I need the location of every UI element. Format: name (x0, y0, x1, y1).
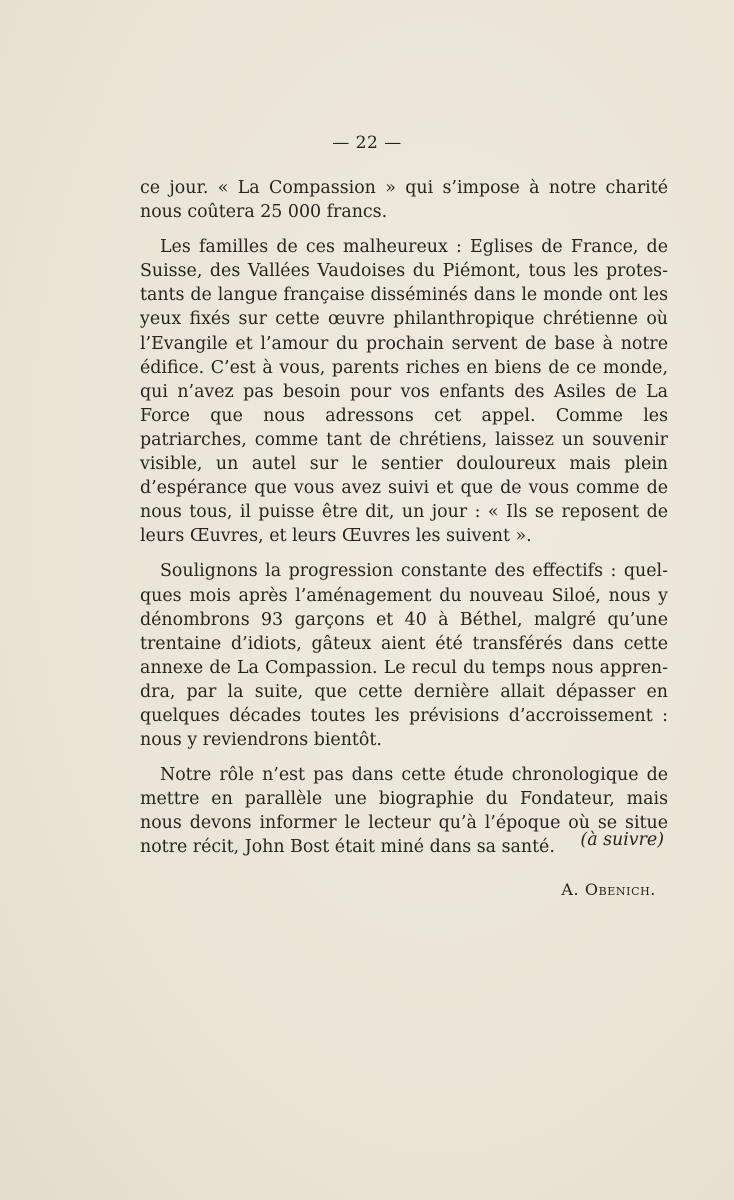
paragraph: Soulignons la progression constante des effectifs : quelques mois après l’aménagement du nouveau Siloé, nous y dénombrons 93 garçons et 40 à Béthel, malgré qu’une trentaine d’idiots, gâteux aient été transférés dans cette annexe de La Compassion. Le recul du temps nous apprendra, par la suite, que cette dernière allait dépasser en quelques décades toutes les prévisions d’accroissement : nous y reviendrons bientôt. (140, 561, 668, 751)
page-number: — 22 — (332, 133, 402, 153)
author-signature (561, 880, 656, 899)
author-initial: A. (561, 880, 580, 899)
article-body (140, 176, 668, 871)
paragraph: ce jour. « La Compassion » qui s’impose à notre charité nous coûtera 25 000 francs. (140, 178, 668, 223)
paragraph: Notre rôle n’est pas dans cette étude chronologique de mettre en parallèle une biographie du Fondateur, mais nous devons informer le lecteur qu’à l’époque où se situe notre récit, John Bost était miné dans sa santé. (140, 765, 668, 858)
author-surname: Obenich. (584, 880, 656, 899)
continuation-note: (à suivre) (580, 830, 664, 850)
paragraph: Les familles de ces malheureux : Eglises de France, de Suisse, des Vallées Vaudoises du Piémont, tous les protestants de langue française disséminés dans le monde ont les yeux fixés sur cette œuvre philanthropique chrétienne où l’Evangile et l’amour du prochain servent de base à notre édifice. C’est à vous, parents riches en biens de ce monde, qui n’avez pas besoin pour vos enfants des Asiles de La Force que nous adressons cet appel. Comme les patriarches, comme tant de chrétiens, laissez un souvenir visible, un autel sur le sentier douloureux mais plein d’espérance que vous avez suivi et que de vous comme de nous tous, il puisse être dit, un jour : « Ils se reposent de leurs Œuvres, et leurs Œuvres les suivent ». (140, 237, 668, 547)
